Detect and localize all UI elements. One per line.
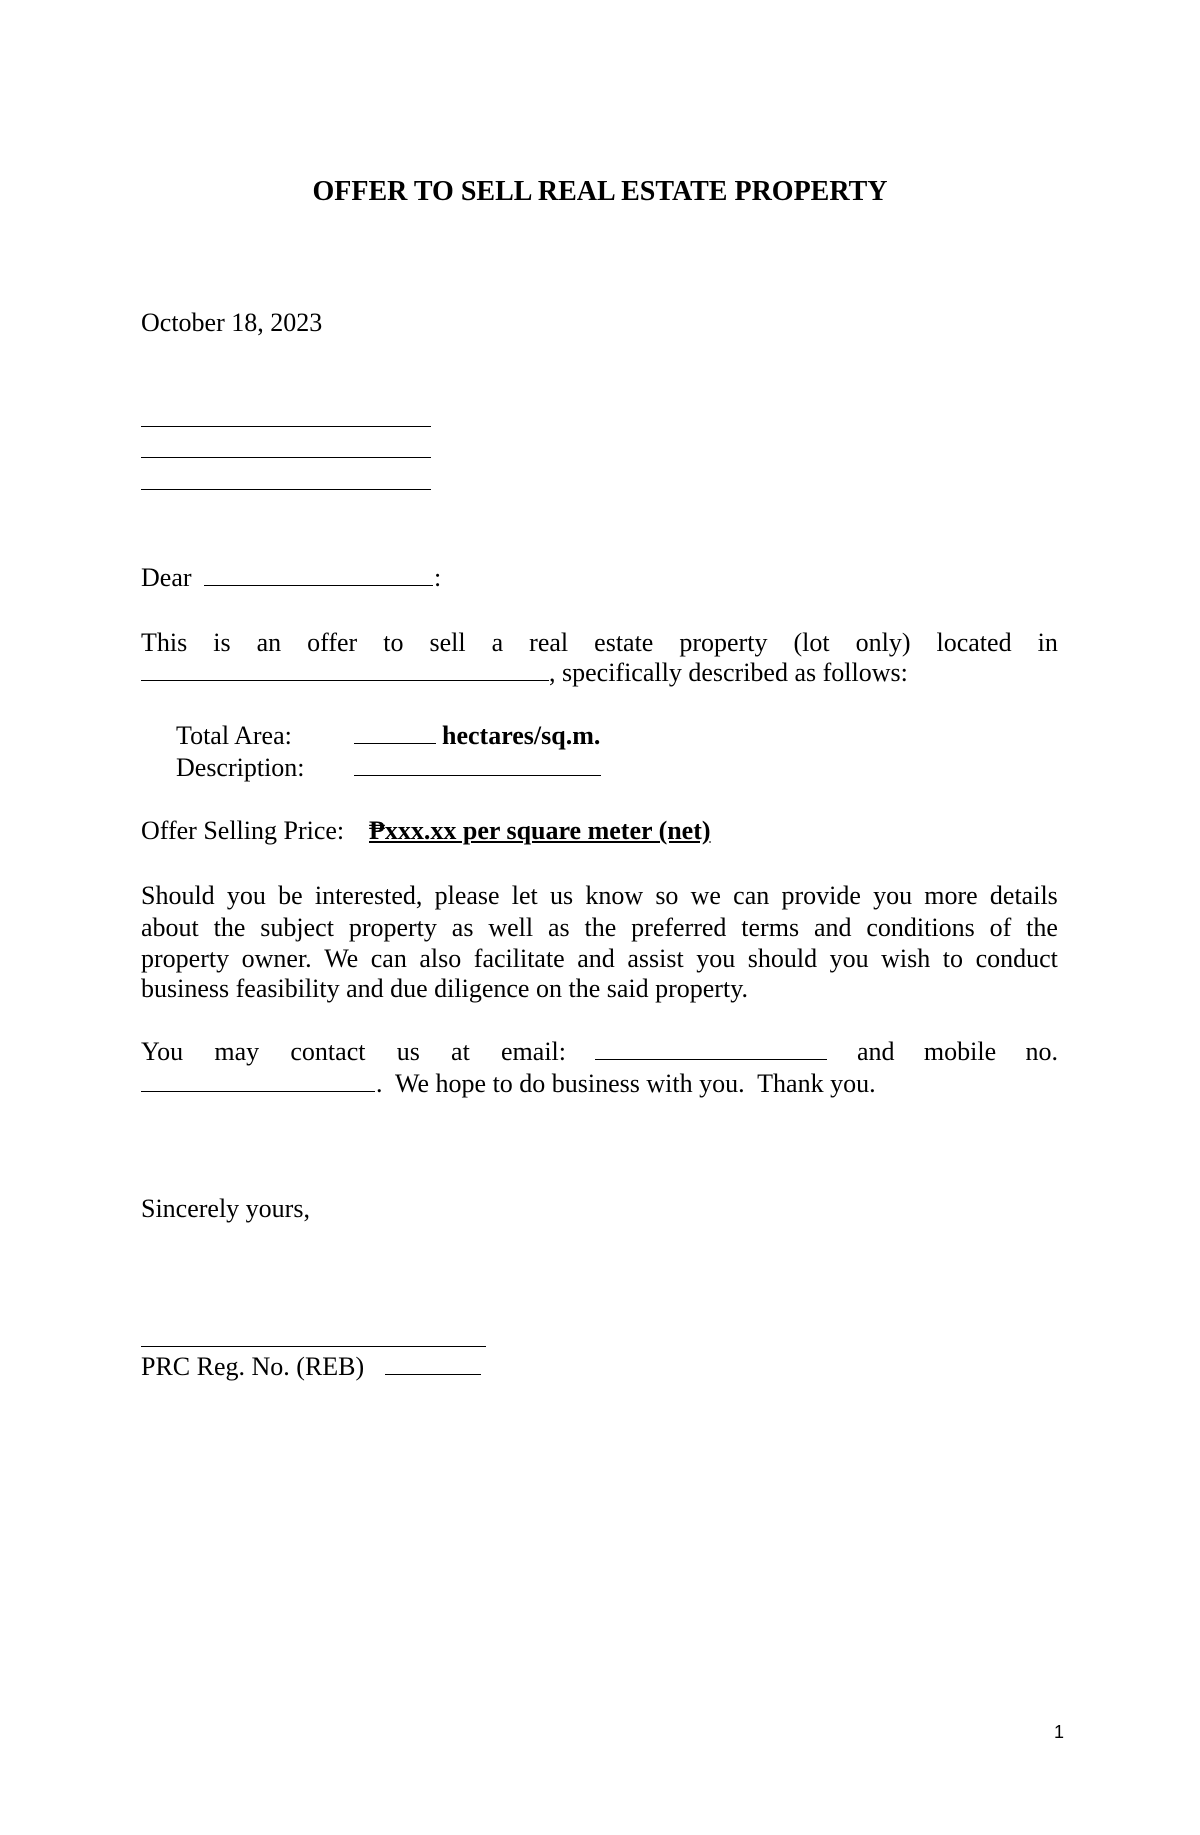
body-line-1	[141, 881, 1058, 911]
word: details	[989, 881, 1058, 910]
word: should	[747, 944, 818, 973]
word: at	[451, 1037, 470, 1066]
word: property	[141, 944, 230, 973]
body-line-3	[141, 944, 1058, 974]
body-line-2	[141, 913, 1058, 943]
word: owner.	[241, 944, 312, 973]
prc-label: PRC Reg. No. (REB)	[141, 1352, 365, 1381]
word: terms	[741, 913, 800, 942]
word: wish	[881, 944, 931, 973]
word: only)	[855, 628, 911, 657]
word: also	[419, 944, 462, 973]
mobile-blank	[141, 1091, 375, 1092]
salutation-suffix: :	[434, 563, 442, 592]
word: well	[488, 913, 534, 942]
word: subject	[260, 913, 334, 942]
closing: Sincerely yours,	[141, 1194, 310, 1223]
recipient-line-3	[141, 489, 431, 490]
word: This	[141, 628, 188, 657]
salutation-blank	[204, 585, 433, 586]
word: interested,	[314, 881, 423, 910]
word: so	[655, 881, 679, 910]
word: conditions	[866, 913, 975, 942]
word: you	[829, 944, 869, 973]
word: as	[451, 913, 474, 942]
word: offer	[307, 628, 358, 657]
prc-number-blank	[385, 1374, 481, 1375]
intro-line-2-suffix: , specifically described as follows:	[549, 658, 908, 687]
description-blank	[354, 775, 601, 776]
word: estate	[594, 628, 654, 657]
word: Should	[141, 881, 215, 910]
email-blank	[595, 1059, 827, 1060]
word: about	[141, 913, 199, 942]
word: us	[550, 881, 574, 910]
intro-line-1	[141, 628, 1058, 658]
word: you	[873, 881, 913, 910]
word: can	[733, 881, 770, 910]
word: we	[690, 881, 721, 910]
word: property	[348, 913, 437, 942]
word: you	[696, 944, 736, 973]
word: assist	[627, 944, 684, 973]
word: You	[141, 1037, 184, 1066]
word: preferred	[631, 913, 727, 942]
page-number: 1	[1054, 1722, 1065, 1742]
offer-price-value: ₱xxx.xx per square meter (net)	[369, 816, 711, 845]
word: know	[585, 881, 644, 910]
description-label: Description:	[176, 753, 305, 782]
word: let	[511, 881, 538, 910]
word: can	[370, 944, 407, 973]
word: conduct	[975, 944, 1058, 973]
word: property	[679, 628, 768, 657]
word: please	[434, 881, 500, 910]
contact-line-2-suffix: . We hope to do business with you. Thank you.	[376, 1069, 876, 1098]
total-area-blank	[354, 743, 436, 744]
document-title: OFFER TO SELL REAL ESTATE PROPERTY	[312, 176, 888, 207]
total-area-label: Total Area:	[176, 721, 292, 750]
total-area-unit: hectares/sq.m.	[442, 721, 601, 750]
recipient-line-1	[141, 426, 431, 427]
word: no.	[1025, 1037, 1058, 1066]
word: (lot	[793, 628, 830, 657]
word: to	[383, 628, 404, 657]
salutation-prefix: Dear	[141, 563, 192, 592]
word: located	[936, 628, 1012, 657]
word: real	[529, 628, 569, 657]
word: you	[226, 881, 266, 910]
word: in	[1037, 628, 1058, 657]
word: and	[577, 944, 615, 973]
word: email:	[501, 1037, 566, 1066]
word: as	[547, 913, 570, 942]
word: and	[857, 1037, 895, 1066]
word: us	[396, 1037, 420, 1066]
word: mobile	[923, 1037, 997, 1066]
word: provide	[781, 881, 861, 910]
word: an	[256, 628, 282, 657]
word: the	[584, 913, 617, 942]
word: be	[278, 881, 303, 910]
letter-date: October 18, 2023	[141, 308, 323, 337]
recipient-line-2	[141, 457, 431, 458]
word: may	[214, 1037, 260, 1066]
contact-line-1	[141, 1039, 1058, 1069]
word: to	[942, 944, 964, 973]
signature-line	[141, 1346, 486, 1347]
word: We	[324, 944, 359, 973]
word: the	[1026, 913, 1058, 942]
location-blank	[141, 680, 549, 681]
body-line-4: business feasibility and due diligence on the said property.	[141, 974, 749, 1003]
word: the	[213, 913, 246, 942]
word: contact	[290, 1037, 366, 1066]
word: a	[491, 628, 504, 657]
word: and	[813, 913, 852, 942]
word: more	[924, 881, 978, 910]
word: facilitate	[473, 944, 565, 973]
offer-price-label: Offer Selling Price:	[141, 816, 345, 845]
word: of	[989, 913, 1012, 942]
word: is	[213, 628, 231, 657]
word: sell	[429, 628, 466, 657]
